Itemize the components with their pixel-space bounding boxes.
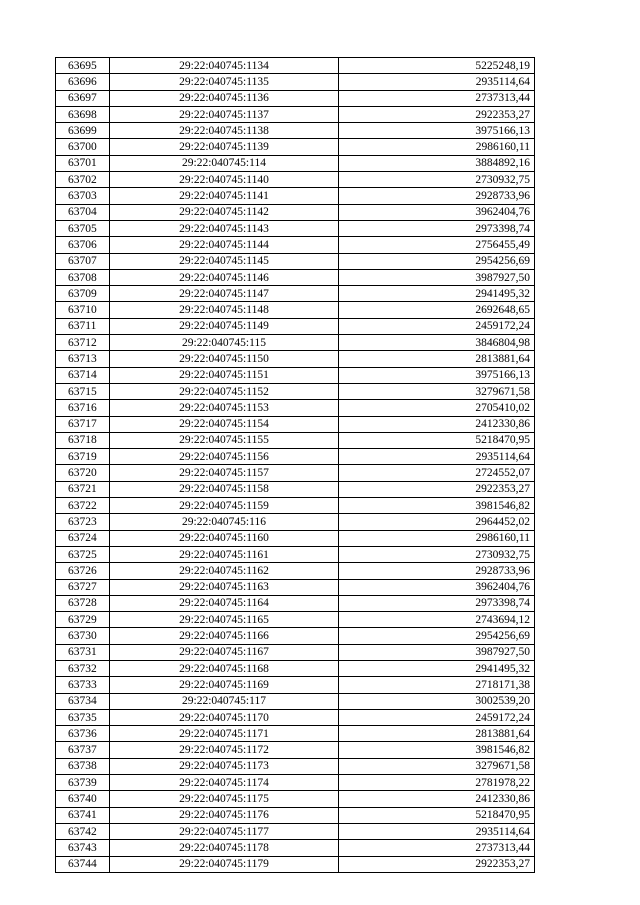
cadastral-value-cell: 3962404,76 bbox=[339, 579, 535, 595]
cadastral-value-cell: 2730932,75 bbox=[339, 546, 535, 562]
cadastral-value-cell: 3002539,20 bbox=[339, 693, 535, 709]
cadastral-number-cell: 29:22:040745:1172 bbox=[110, 742, 339, 758]
cadastral-number-cell: 29:22:040745:1137 bbox=[110, 106, 339, 122]
table-row bbox=[56, 351, 535, 367]
cadastral-value-cell: 2922353,27 bbox=[339, 106, 535, 122]
row-number-cell: 63730 bbox=[56, 628, 110, 644]
cadastral-value-cell: 2922353,27 bbox=[339, 856, 535, 872]
row-number-cell: 63729 bbox=[56, 612, 110, 628]
cadastral-value-cell: 2954256,69 bbox=[339, 628, 535, 644]
cadastral-number-cell: 29:22:040745:1164 bbox=[110, 595, 339, 611]
cadastral-value-cell: 2941495,32 bbox=[339, 660, 535, 676]
cadastral-number-cell: 29:22:040745:1160 bbox=[110, 530, 339, 546]
row-number-cell: 63706 bbox=[56, 237, 110, 253]
cadastral-number-cell: 29:22:040745:1174 bbox=[110, 775, 339, 791]
row-number-cell: 63699 bbox=[56, 123, 110, 139]
row-number-cell: 63725 bbox=[56, 546, 110, 562]
table-row bbox=[56, 791, 535, 807]
row-number-cell: 63737 bbox=[56, 742, 110, 758]
row-number-cell: 63735 bbox=[56, 709, 110, 725]
table-row bbox=[56, 416, 535, 432]
cadastral-value-cell: 2935114,64 bbox=[339, 449, 535, 465]
table-row bbox=[56, 726, 535, 742]
row-number-cell: 63716 bbox=[56, 400, 110, 416]
row-number-cell: 63700 bbox=[56, 139, 110, 155]
cadastral-number-cell: 29:22:040745:1155 bbox=[110, 432, 339, 448]
row-number-cell: 63741 bbox=[56, 807, 110, 823]
table-row bbox=[56, 595, 535, 611]
table-row bbox=[56, 546, 535, 562]
cadastral-value-cell: 3279671,58 bbox=[339, 383, 535, 399]
table-row bbox=[56, 286, 535, 302]
cadastral-number-cell: 29:22:040745:1157 bbox=[110, 465, 339, 481]
cadastral-number-cell: 29:22:040745:1173 bbox=[110, 758, 339, 774]
table-row bbox=[56, 840, 535, 856]
cadastral-value-cell: 3981546,82 bbox=[339, 498, 535, 514]
row-number-cell: 63718 bbox=[56, 432, 110, 448]
cadastral-value-cell: 3981546,82 bbox=[339, 742, 535, 758]
table-row bbox=[56, 530, 535, 546]
cadastral-number-cell: 29:22:040745:1156 bbox=[110, 449, 339, 465]
row-number-cell: 63695 bbox=[56, 58, 110, 74]
table-row bbox=[56, 123, 535, 139]
cadastral-value-cell: 3987927,50 bbox=[339, 644, 535, 660]
table-row bbox=[56, 204, 535, 220]
cadastral-value-cell: 2986160,11 bbox=[339, 139, 535, 155]
table-row bbox=[56, 644, 535, 660]
cadastral-value-cell: 3975166,13 bbox=[339, 123, 535, 139]
cadastral-number-cell: 29:22:040745:1135 bbox=[110, 74, 339, 90]
table-row bbox=[56, 253, 535, 269]
cadastral-number-cell: 29:22:040745:116 bbox=[110, 514, 339, 530]
cadastral-number-cell: 29:22:040745:1176 bbox=[110, 807, 339, 823]
row-number-cell: 63707 bbox=[56, 253, 110, 269]
cadastral-number-cell: 29:22:040745:1141 bbox=[110, 188, 339, 204]
cadastral-value-cell: 2813881,64 bbox=[339, 726, 535, 742]
row-number-cell: 63721 bbox=[56, 481, 110, 497]
cadastral-number-cell: 29:22:040745:1153 bbox=[110, 400, 339, 416]
row-number-cell: 63733 bbox=[56, 677, 110, 693]
cadastral-number-cell: 29:22:040745:1145 bbox=[110, 253, 339, 269]
table-row bbox=[56, 269, 535, 285]
cadastral-number-cell: 29:22:040745:1138 bbox=[110, 123, 339, 139]
row-number-cell: 63727 bbox=[56, 579, 110, 595]
cadastral-number-cell: 29:22:040745:1165 bbox=[110, 612, 339, 628]
cadastral-number-cell: 29:22:040745:1178 bbox=[110, 840, 339, 856]
table-row bbox=[56, 335, 535, 351]
row-number-cell: 63726 bbox=[56, 563, 110, 579]
table-row bbox=[56, 318, 535, 334]
row-number-cell: 63696 bbox=[56, 74, 110, 90]
row-number-cell: 63713 bbox=[56, 351, 110, 367]
cadastral-number-cell: 29:22:040745:1169 bbox=[110, 677, 339, 693]
cadastral-value-cell: 2928733,96 bbox=[339, 188, 535, 204]
row-number-cell: 63740 bbox=[56, 791, 110, 807]
table-row bbox=[56, 465, 535, 481]
cadastral-number-cell: 29:22:040745:1142 bbox=[110, 204, 339, 220]
cadastral-value-cell: 3987927,50 bbox=[339, 269, 535, 285]
cadastral-value-cell: 3846804,98 bbox=[339, 335, 535, 351]
table-row bbox=[56, 106, 535, 122]
table-row bbox=[56, 498, 535, 514]
cadastral-value-cell: 3975166,13 bbox=[339, 367, 535, 383]
table-row bbox=[56, 709, 535, 725]
cadastral-number-cell: 29:22:040745:1177 bbox=[110, 823, 339, 839]
cadastral-value-cell: 2964452,02 bbox=[339, 514, 535, 530]
cadastral-number-cell: 29:22:040745:1166 bbox=[110, 628, 339, 644]
row-number-cell: 63698 bbox=[56, 106, 110, 122]
table-row bbox=[56, 742, 535, 758]
table-row bbox=[56, 302, 535, 318]
table-row bbox=[56, 660, 535, 676]
table-row bbox=[56, 188, 535, 204]
cadastral-number-cell: 29:22:040745:1167 bbox=[110, 644, 339, 660]
cadastral-value-cell: 2973398,74 bbox=[339, 220, 535, 236]
row-number-cell: 63715 bbox=[56, 383, 110, 399]
cadastral-value-cell: 2813881,64 bbox=[339, 351, 535, 367]
table-row bbox=[56, 400, 535, 416]
row-number-cell: 63744 bbox=[56, 856, 110, 872]
cadastral-number-cell: 29:22:040745:1159 bbox=[110, 498, 339, 514]
row-number-cell: 63734 bbox=[56, 693, 110, 709]
row-number-cell: 63712 bbox=[56, 335, 110, 351]
cadastral-number-cell: 29:22:040745:1134 bbox=[110, 58, 339, 74]
cadastral-value-cell: 2724552,07 bbox=[339, 465, 535, 481]
cadastral-number-cell: 29:22:040745:1162 bbox=[110, 563, 339, 579]
cadastral-number-cell: 29:22:040745:1161 bbox=[110, 546, 339, 562]
cadastral-value-cell: 2954256,69 bbox=[339, 253, 535, 269]
table-row bbox=[56, 775, 535, 791]
cadastral-value-cell: 2743694,12 bbox=[339, 612, 535, 628]
row-number-cell: 63736 bbox=[56, 726, 110, 742]
row-number-cell: 63708 bbox=[56, 269, 110, 285]
row-number-cell: 63709 bbox=[56, 286, 110, 302]
row-number-cell: 63717 bbox=[56, 416, 110, 432]
table-row bbox=[56, 237, 535, 253]
cadastral-value-cell: 2935114,64 bbox=[339, 74, 535, 90]
cadastral-number-cell: 29:22:040745:1158 bbox=[110, 481, 339, 497]
cadastral-value-cell: 2922353,27 bbox=[339, 481, 535, 497]
cadastral-value-cell: 2986160,11 bbox=[339, 530, 535, 546]
table-row bbox=[56, 514, 535, 530]
row-number-cell: 63731 bbox=[56, 644, 110, 660]
row-number-cell: 63728 bbox=[56, 595, 110, 611]
cadastral-value-cell: 3962404,76 bbox=[339, 204, 535, 220]
cadastral-value-cell: 2928733,96 bbox=[339, 563, 535, 579]
row-number-cell: 63705 bbox=[56, 220, 110, 236]
row-number-cell: 63732 bbox=[56, 660, 110, 676]
cadastral-value-cell: 2973398,74 bbox=[339, 595, 535, 611]
cadastral-number-cell: 29:22:040745:1168 bbox=[110, 660, 339, 676]
row-number-cell: 63739 bbox=[56, 775, 110, 791]
table-row bbox=[56, 155, 535, 171]
table-row bbox=[56, 367, 535, 383]
cadastral-value-cell: 5225248,19 bbox=[339, 58, 535, 74]
cadastral-value-cell: 2718171,38 bbox=[339, 677, 535, 693]
cadastral-value-cell: 2941495,32 bbox=[339, 286, 535, 302]
cadastral-value-table bbox=[55, 57, 535, 873]
cadastral-value-cell: 2692648,65 bbox=[339, 302, 535, 318]
row-number-cell: 63738 bbox=[56, 758, 110, 774]
cadastral-value-cell: 2412330,86 bbox=[339, 416, 535, 432]
cadastral-number-cell: 29:22:040745:1149 bbox=[110, 318, 339, 334]
cadastral-value-cell: 2737313,44 bbox=[339, 90, 535, 106]
cadastral-value-cell: 5218470,95 bbox=[339, 807, 535, 823]
cadastral-number-cell: 29:22:040745:1144 bbox=[110, 237, 339, 253]
cadastral-value-cell: 2412330,86 bbox=[339, 791, 535, 807]
cadastral-number-cell: 29:22:040745:115 bbox=[110, 335, 339, 351]
row-number-cell: 63719 bbox=[56, 449, 110, 465]
row-number-cell: 63722 bbox=[56, 498, 110, 514]
row-number-cell: 63724 bbox=[56, 530, 110, 546]
table-row bbox=[56, 628, 535, 644]
cadastral-number-cell: 29:22:040745:1140 bbox=[110, 172, 339, 188]
table-row bbox=[56, 612, 535, 628]
cadastral-number-cell: 29:22:040745:1143 bbox=[110, 220, 339, 236]
cadastral-value-cell: 3884892,16 bbox=[339, 155, 535, 171]
row-number-cell: 63697 bbox=[56, 90, 110, 106]
cadastral-value-cell: 2737313,44 bbox=[339, 840, 535, 856]
table-row bbox=[56, 383, 535, 399]
row-number-cell: 63714 bbox=[56, 367, 110, 383]
cadastral-number-cell: 29:22:040745:117 bbox=[110, 693, 339, 709]
row-number-cell: 63723 bbox=[56, 514, 110, 530]
cadastral-number-cell: 29:22:040745:1151 bbox=[110, 367, 339, 383]
row-number-cell: 63702 bbox=[56, 172, 110, 188]
table-row bbox=[56, 139, 535, 155]
cadastral-number-cell: 29:22:040745:1136 bbox=[110, 90, 339, 106]
table-row bbox=[56, 172, 535, 188]
row-number-cell: 63711 bbox=[56, 318, 110, 334]
cadastral-number-cell: 29:22:040745:1147 bbox=[110, 286, 339, 302]
row-number-cell: 63704 bbox=[56, 204, 110, 220]
cadastral-number-cell: 29:22:040745:1152 bbox=[110, 383, 339, 399]
row-number-cell: 63703 bbox=[56, 188, 110, 204]
cadastral-number-cell: 29:22:040745:1150 bbox=[110, 351, 339, 367]
table-row bbox=[56, 563, 535, 579]
row-number-cell: 63710 bbox=[56, 302, 110, 318]
table-row bbox=[56, 823, 535, 839]
cadastral-value-cell: 2459172,24 bbox=[339, 709, 535, 725]
cadastral-number-cell: 29:22:040745:1148 bbox=[110, 302, 339, 318]
row-number-cell: 63742 bbox=[56, 823, 110, 839]
table-row bbox=[56, 220, 535, 236]
cadastral-number-cell: 29:22:040745:1171 bbox=[110, 726, 339, 742]
table-row bbox=[56, 579, 535, 595]
cadastral-number-cell: 29:22:040745:1146 bbox=[110, 269, 339, 285]
cadastral-value-cell: 3279671,58 bbox=[339, 758, 535, 774]
table-row bbox=[56, 758, 535, 774]
cadastral-value-cell: 2781978,22 bbox=[339, 775, 535, 791]
table-row bbox=[56, 693, 535, 709]
cadastral-number-cell: 29:22:040745:1175 bbox=[110, 791, 339, 807]
table-row bbox=[56, 481, 535, 497]
table-body bbox=[56, 58, 535, 873]
row-number-cell: 63743 bbox=[56, 840, 110, 856]
cadastral-value-cell: 2459172,24 bbox=[339, 318, 535, 334]
cadastral-number-cell: 29:22:040745:1154 bbox=[110, 416, 339, 432]
table-row bbox=[56, 677, 535, 693]
cadastral-value-cell: 2935114,64 bbox=[339, 823, 535, 839]
cadastral-number-cell: 29:22:040745:1139 bbox=[110, 139, 339, 155]
cadastral-value-cell: 2730932,75 bbox=[339, 172, 535, 188]
cadastral-value-cell: 5218470,95 bbox=[339, 432, 535, 448]
table-row bbox=[56, 856, 535, 872]
table-row bbox=[56, 432, 535, 448]
row-number-cell: 63701 bbox=[56, 155, 110, 171]
cadastral-number-cell: 29:22:040745:1179 bbox=[110, 856, 339, 872]
table-row bbox=[56, 449, 535, 465]
cadastral-number-cell: 29:22:040745:114 bbox=[110, 155, 339, 171]
cadastral-number-cell: 29:22:040745:1170 bbox=[110, 709, 339, 725]
table-row bbox=[56, 74, 535, 90]
row-number-cell: 63720 bbox=[56, 465, 110, 481]
table-row bbox=[56, 58, 535, 74]
cadastral-number-cell: 29:22:040745:1163 bbox=[110, 579, 339, 595]
table-row bbox=[56, 90, 535, 106]
table-row bbox=[56, 807, 535, 823]
cadastral-value-cell: 2756455,49 bbox=[339, 237, 535, 253]
cadastral-value-cell: 2705410,02 bbox=[339, 400, 535, 416]
